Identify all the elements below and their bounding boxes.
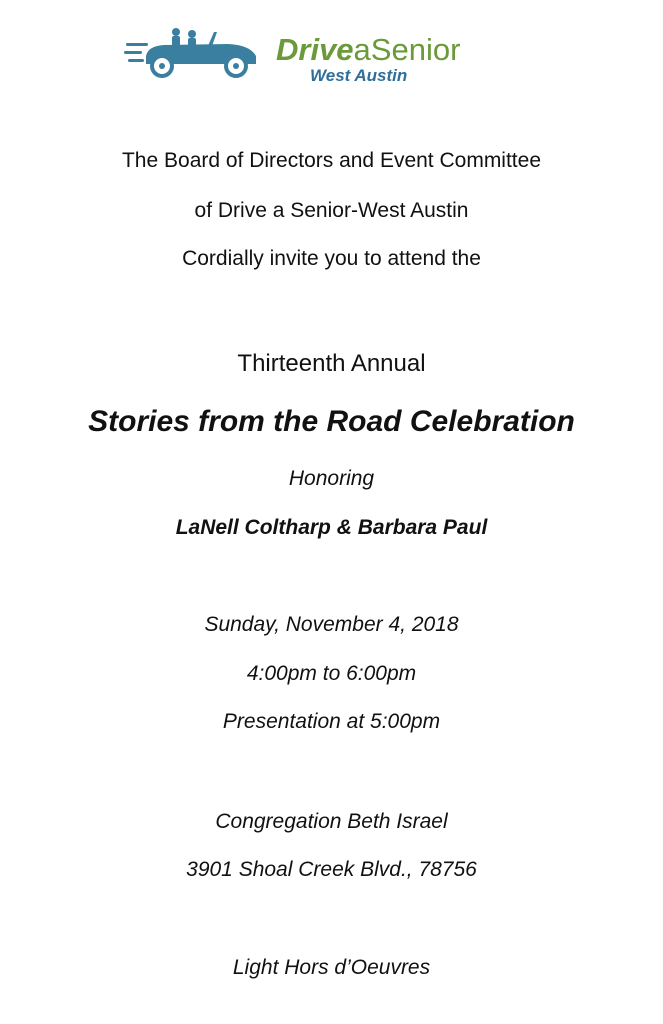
brand-drive: Drive: [276, 32, 354, 67]
brand-name: [276, 32, 460, 68]
intro-line-1: The Board of Directors and Event Committee: [121, 149, 541, 172]
event-date: Sunday, November 4, 2018: [204, 613, 459, 636]
honorees: LaNell Coltharp & Barbara Paul: [175, 516, 488, 539]
event-time: 4:00pm to 6:00pm: [246, 662, 417, 685]
intro-line-2: of Drive a Senior-West Austin: [194, 199, 469, 222]
brand-a-senior: aSenior: [353, 32, 461, 67]
car-icon: [124, 26, 260, 78]
venue-name: Congregation Beth Israel: [215, 810, 448, 833]
honoring-label: Honoring: [288, 467, 375, 490]
venue-address: 3901 Shoal Creek Blvd., 78756: [186, 858, 477, 881]
presentation-time: Presentation at 5:00pm: [222, 710, 441, 733]
refreshments: Light Hors d’Oeuvres: [232, 956, 431, 979]
brand-subtitle: West Austin: [310, 66, 408, 85]
annual-label: Thirteenth Annual: [237, 350, 426, 377]
logo: [124, 26, 524, 90]
intro-line-3: Cordially invite you to attend the: [182, 247, 481, 270]
event-title: Stories from the Road Celebration: [88, 405, 575, 438]
